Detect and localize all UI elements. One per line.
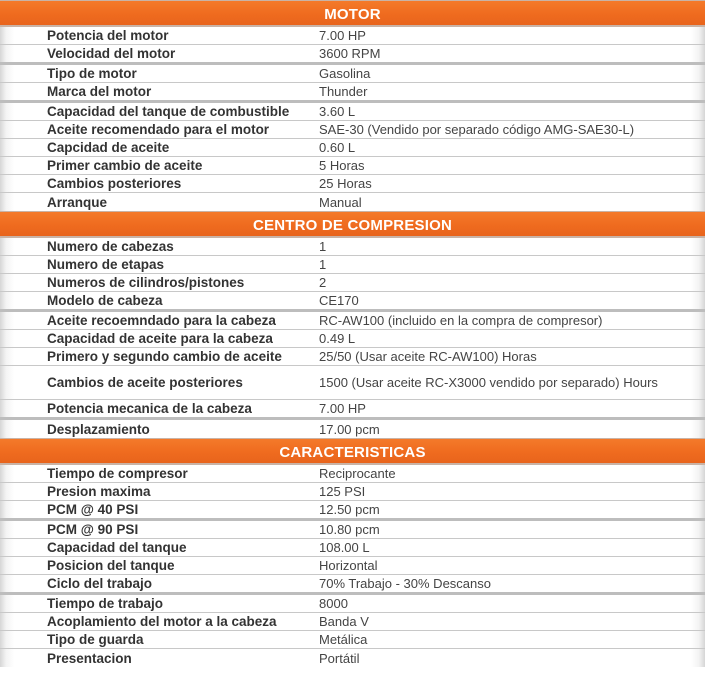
spec-label: Numeros de cilindros/pistones [47, 275, 245, 290]
spec-row [0, 157, 705, 175]
spec-label: Capacidad de aceite para la cabeza [47, 331, 273, 346]
section-header-motor: MOTOR [0, 0, 705, 27]
spec-label: Marca del motor [47, 84, 152, 99]
spec-value: 1 [319, 239, 327, 254]
spec-label: Capacidad del tanque de combustible [47, 104, 290, 119]
spec-value: 8000 [319, 596, 348, 611]
spec-row [0, 521, 705, 539]
spec-value: 12.50 pcm [319, 502, 380, 517]
spec-row [0, 613, 705, 631]
spec-label: Posicion del tanque [47, 558, 175, 573]
spec-row [0, 45, 705, 65]
spec-label: PCM @ 90 PSI [47, 522, 139, 537]
spec-value: 7.00 HP [319, 28, 366, 43]
spec-value: 2 [319, 275, 327, 290]
spec-value: SAE-30 (Vendido por separado código AMG-SAE30-L) [319, 122, 635, 137]
spec-label: Numero de cabezas [47, 239, 174, 254]
spec-label: Capacidad del tanque [47, 540, 187, 555]
spec-value: Thunder [319, 84, 368, 99]
spec-value: 25 Horas [319, 176, 372, 191]
spec-value: 5 Horas [319, 158, 365, 173]
spec-row [0, 27, 705, 45]
spec-value: Gasolina [319, 66, 371, 81]
spec-value: 125 PSI [319, 484, 366, 499]
spec-row [0, 348, 705, 366]
spec-row [0, 465, 705, 483]
spec-label: Velocidad del motor [47, 46, 176, 61]
spec-row [0, 631, 705, 649]
spec-value: Manual [319, 194, 362, 210]
spec-value: Portátil [319, 650, 360, 666]
spec-label: Modelo de cabeza [47, 293, 163, 308]
spec-label: Tiempo de compresor [47, 466, 188, 481]
spec-label: Tipo de guarda [47, 632, 144, 647]
spec-label: Presentacion [47, 650, 132, 666]
section-rows-centro-de-compresion [0, 238, 705, 438]
spec-label: Numero de etapas [47, 257, 165, 272]
spec-value: CE170 [319, 293, 359, 308]
spec-row [0, 539, 705, 557]
spec-label: Potencia del motor [47, 28, 169, 43]
spec-value: 10.80 pcm [319, 522, 380, 537]
spec-row [0, 483, 705, 501]
spec-label: Desplazamiento [47, 421, 150, 437]
spec-row [0, 65, 705, 83]
spec-row [0, 103, 705, 121]
spec-value: 0.49 L [319, 331, 356, 346]
spec-row [0, 193, 705, 211]
spec-value: Horizontal [319, 558, 378, 573]
spec-label: Cambios de aceite posteriores [47, 375, 243, 390]
spec-row [0, 175, 705, 193]
spec-row [0, 238, 705, 256]
spec-row [0, 121, 705, 139]
spec-label: Primero y segundo cambio de aceite [47, 349, 282, 364]
spec-row [0, 649, 705, 667]
spec-value: 0.60 L [319, 140, 356, 155]
spec-value: 3.60 L [319, 104, 356, 119]
section-rows-caracteristicas [0, 465, 705, 667]
spec-label: Potencia mecanica de la cabeza [47, 401, 252, 416]
spec-row [0, 595, 705, 613]
spec-value: Metálica [319, 632, 368, 647]
spec-value: 1500 (Usar aceite RC-X3000 vendido por separado) Hours [319, 375, 658, 390]
spec-row [0, 292, 705, 312]
spec-row [0, 139, 705, 157]
spec-row [0, 83, 705, 103]
spec-value: 1 [319, 257, 327, 272]
spec-value: 108.00 L [319, 540, 370, 555]
spec-label: Acoplamiento del motor a la cabeza [47, 614, 277, 629]
spec-label: Presion maxima [47, 484, 151, 499]
spec-value: 17.00 pcm [319, 421, 380, 437]
section-rows-motor [0, 27, 705, 211]
spec-label: PCM @ 40 PSI [47, 502, 139, 517]
spec-value: 7.00 HP [319, 401, 366, 416]
spec-value: RC-AW100 (incluido en la compra de compresor) [319, 313, 603, 328]
spec-row [0, 330, 705, 348]
spec-row [0, 420, 705, 438]
spec-row [0, 400, 705, 420]
section-header-caracteristicas: CARACTERISTICAS [0, 438, 705, 465]
spec-value: Reciprocante [319, 466, 396, 481]
spec-value: 3600 RPM [319, 46, 381, 61]
spec-label: Ciclo del trabajo [47, 576, 153, 591]
spec-label: Primer cambio de aceite [47, 158, 203, 173]
section-header-centro-de-compresion: CENTRO DE COMPRESION [0, 211, 705, 238]
spec-row [0, 557, 705, 575]
spec-label: Cambios posteriores [47, 176, 182, 191]
spec-row [0, 575, 705, 595]
spec-label: Aceite recomendado para el motor [47, 122, 270, 137]
spec-label: Aceite recoemndado para la cabeza [47, 313, 276, 328]
spec-row [0, 501, 705, 521]
spec-label: Tiempo de trabajo [47, 596, 164, 611]
spec-row [0, 256, 705, 274]
spec-row [0, 312, 705, 330]
spec-label: Capcidad de aceite [47, 140, 170, 155]
spec-row [0, 274, 705, 292]
spec-row [0, 366, 705, 400]
spec-label: Arranque [47, 194, 108, 210]
spec-label: Tipo de motor [47, 66, 137, 81]
spec-value: Banda V [319, 614, 369, 629]
spec-value: 70% Trabajo - 30% Descanso [319, 576, 491, 591]
spec-value: 25/50 (Usar aceite RC-AW100) Horas [319, 349, 537, 364]
